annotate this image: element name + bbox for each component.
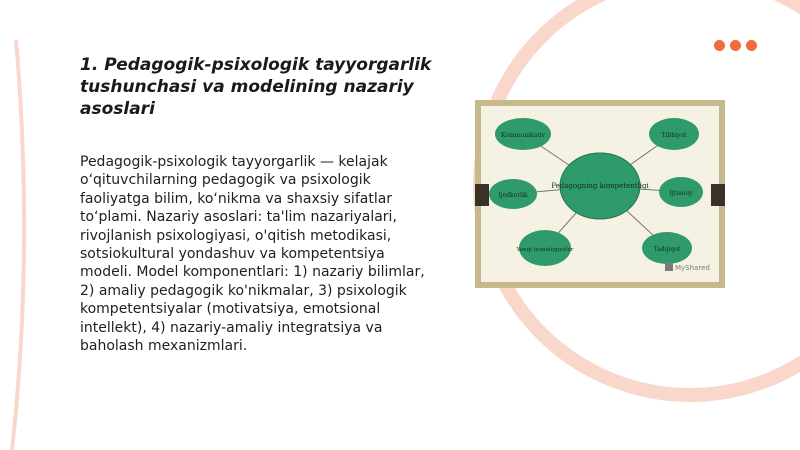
competence-diagram-image xyxy=(475,100,725,288)
dot-icon xyxy=(714,40,725,51)
watermark-text: MyShared xyxy=(675,264,710,272)
diagram-node-label: Ijodkorlik xyxy=(498,192,528,199)
slide-body-text: Pedagogik-psixologik tayyorgarlik — kelajak o‘qituvchilarning pedagogik va psixologik faoliyatga bilim, ko‘nikma va shaxsiy sifatlar to‘plami. Nazariy asoslari: ta'lim nazariyalari, rivojlanish psixologiyasi, o'qitish metodikasi, sotsiokultural yondashuv va kompetentsiya modeli. Model komponentlari: 1) nazariy bilimlar, 2) amaliy pedagogik ko'nikmalar, 3) psixologik kompetentsiyalar (motivatsiya, emotsional intellekt), 4) nazariy-amaliy integratsiya va baholash mexanizmlari. xyxy=(80,154,425,355)
arc-left xyxy=(12,40,24,450)
diagram-node-label: Yangi texnologiyalar xyxy=(516,247,574,253)
frame-clip-right xyxy=(711,184,725,206)
frame-clip-left xyxy=(475,184,489,206)
dot-icon xyxy=(730,40,741,51)
slide-title: 1. Pedagogik-psixologik tayyorgarlik tushunchasi va modelining nazariy asoslari xyxy=(80,55,432,119)
dot-icon xyxy=(746,40,757,51)
diagram-node-label: Tibbiyot xyxy=(661,132,687,139)
watermark xyxy=(665,263,710,272)
diagram-node-label: Tadqiqot xyxy=(653,246,681,253)
diagram-node-label: Ijtimoiy xyxy=(669,190,693,197)
myshared-logo-icon xyxy=(665,263,673,271)
decorative-dots xyxy=(714,40,757,51)
diagram-center-label: Pedagogning kompetentligi xyxy=(551,182,649,190)
diagram-node-label: Kommunikativ xyxy=(501,132,545,139)
